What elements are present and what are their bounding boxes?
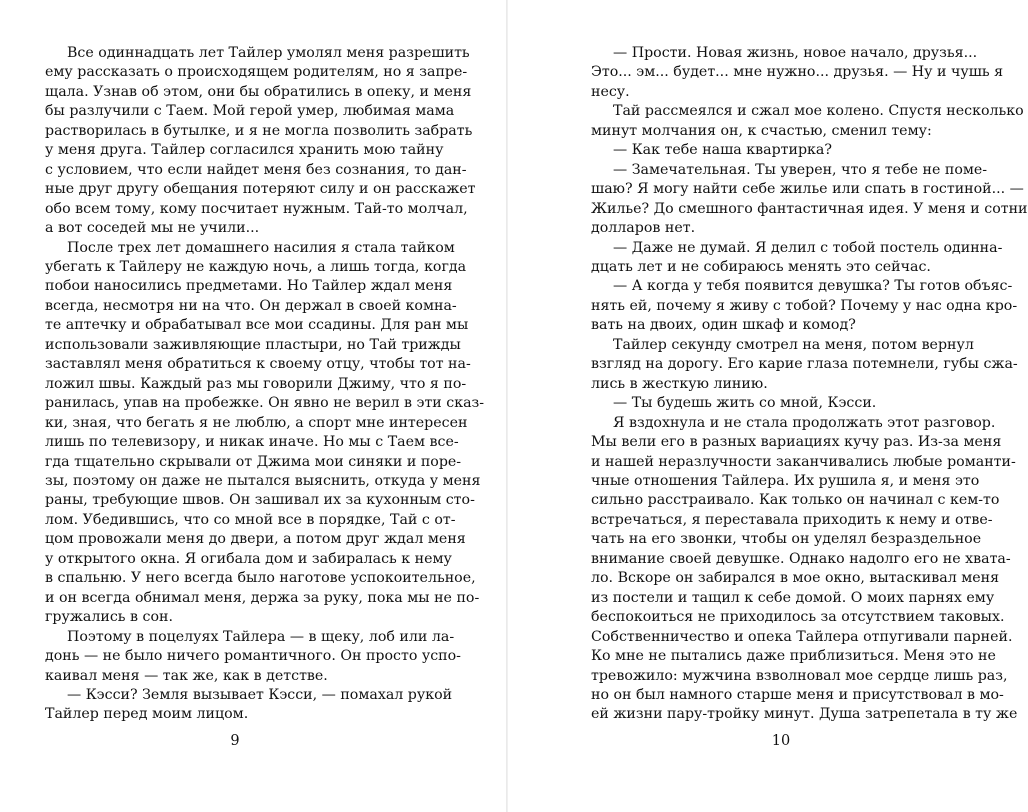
text-line: раны, требующие швов. Он зашивал их за кухонным сто- [45, 492, 475, 509]
text-line: ему рассказать о происходящем родителям, но я запре- [45, 64, 468, 81]
text-line: ло. Вскоре он забирался в мое окно, вытаскивал меня [591, 570, 1000, 587]
text-line: Мы вели его в разных вариациях кучу раз. Из-за меня [591, 434, 1002, 451]
text-line: гда тщательно скрывали от Джима мои синяки и поре- [45, 453, 462, 470]
text-line: Жилье? До смешного фантастичная идея. У меня и сотни [591, 200, 1028, 217]
text-line: Тайлер секунду смотрел на меня, потом вернул [613, 336, 974, 353]
text-line: из постели и тащил к себе домой. О моих парнях ему [591, 589, 995, 606]
text-line: зы, поэтому он даже не пытался выяснить, откуда у меня [45, 472, 481, 489]
text-line: внимание своей девушке. Однако надолго его не хвата- [591, 550, 1011, 567]
text-line: Тай рассмеялся и сжал мое колено. Спустя несколько [613, 103, 1024, 120]
text-line: взгляд на дорогу. Его карие глаза потемнели, губы сжа- [591, 356, 1018, 373]
text-line: но он был намного старше меня и присутствовал в мо- [591, 686, 1004, 703]
text-line: лись в жесткую линию. [591, 375, 768, 392]
left-page [0, 0, 507, 812]
text-line: Тайлер перед моим лицом. [45, 706, 249, 723]
text-line: у открытого окна. Я огибала дом и забиралась к нему [45, 550, 452, 567]
text-line: шаю? Я могу найти себе жилье или спать в гостиной... — [591, 181, 1024, 198]
text-line: заставлял меня обратиться к своему отцу, чтобы тот на- [45, 356, 471, 373]
text-line: лишь по телевизору, и никак иначе. Но мы с Таем все- [45, 434, 459, 451]
text-line: чать на его звонки, чтобы он уделял безраздельное [591, 531, 982, 548]
text-line: в спальню. У него всегда было наготове успокоительное, [45, 570, 476, 587]
text-line: щала. Узнав об этом, они бы обратились в опеку, и меня [45, 83, 472, 100]
text-line: вать на двоих, один шкаф и комод? [591, 317, 856, 334]
text-line: бы разлучили с Таем. Мой герой умер, любимая мама [45, 103, 455, 120]
text-line: растворилась в бутылке, и я не могла позволить забрать [45, 122, 473, 139]
left-page-number: 9 [230, 733, 240, 749]
text-line: каивал меня — так же, как в детстве. [45, 667, 328, 684]
text-line: цом провожали меня до двери, а потом друг ждал меня [45, 531, 466, 548]
text-line: нять ей, почему я живу с тобой? Почему у нас одна кро- [591, 297, 1018, 314]
text-line: всегда, несмотря ни на что. Он держал в своей комна- [45, 297, 457, 314]
text-line: беспокоиться не приходилось за отсутствием таковых. [591, 609, 1005, 626]
text-line: ей жизни пару-тройку минут. Душа затрепетала в ту же [591, 706, 1018, 723]
right-page [508, 0, 1028, 812]
text-line: донь — не было ничего романтичного. Он просто успо- [45, 648, 461, 665]
text-line: у меня друга. Тайлер согласился хранить мою тайну [45, 142, 444, 159]
text-line: гружались в сон. [45, 609, 173, 626]
text-line: Ко мне не пытались даже приблизиться. Меня это не [591, 648, 996, 665]
text-line: Я вздохнула и не стала продолжать этот разговор. [613, 414, 996, 431]
text-line: минут молчания он, к счастью, сменил тему: [591, 122, 932, 139]
right-page-text [591, 44, 1028, 725]
text-line: ложил швы. Каждый раз мы говорили Джиму, что я по- [45, 375, 467, 392]
text-line: чные отношения Тайлера. Их рушила я, и меня это [591, 472, 980, 489]
text-line: несу. [591, 83, 630, 100]
text-line: Собственничество и опека Тайлера отпугивали парней. [591, 628, 1013, 645]
right-page-number: 10 [771, 733, 791, 749]
text-line: — Даже не думай. Я делил с тобой постель одинна- [613, 239, 1003, 256]
text-line: Все одиннадцать лет Тайлер умолял меня разрешить [67, 45, 470, 61]
text-line: — Кэсси? Земля вызывает Кэсси, — помахал рукой [67, 686, 453, 703]
text-line: те аптечку и обрабатывал все мои ссадины. Для ран мы [45, 317, 469, 334]
text-line: — Ты будешь жить со мной, Кэсси. [613, 395, 877, 412]
text-line: — Как тебе наша квартирка? [613, 142, 832, 159]
text-line: дцать лет и не собираюсь менять это сейчас. [591, 258, 931, 275]
text-line: долларов нет. [591, 220, 696, 237]
text-line: встречаться, я переставала приходить к нему и отве- [591, 511, 993, 528]
text-line: и нашей неразлучности заканчивались любые романти- [591, 453, 1016, 470]
text-line: сильно расстраивало. Как только он начинал с кем-то [591, 492, 1000, 509]
text-line: ные друг другу обещания потеряют силу и он расскажет [45, 181, 476, 198]
text-line: — Замечательная. Ты уверен, что я тебе не поме- [613, 161, 988, 178]
text-line: побои наносились предметами. Но Тайлер ждал меня [45, 278, 453, 295]
text-line: — А когда у тебя появится девушка? Ты готов объяс- [613, 278, 1013, 295]
text-line: ранилась, упав на пробежке. Он явно не верил в эти сказ- [45, 395, 485, 412]
text-line: использовали заживляющие пластыри, но Тай трижды [45, 336, 461, 353]
text-line: лом. Убедившись, что со мной все в порядке, Тай с от- [45, 511, 456, 528]
text-line: и он всегда обнимал меня, держа за руку, пока мы не по- [45, 589, 480, 606]
text-line: тревожило: мужчина взволновал мое сердце лишь раз, [591, 667, 1008, 684]
text-line: обо всем тому, кому посчитает нужным. Тай-то молчал, [45, 200, 468, 217]
text-line: а вот соседей мы не учили... [45, 220, 260, 237]
text-line: с условием, что если найдет меня без сознания, то дан- [45, 161, 467, 178]
left-page-text [45, 44, 485, 725]
text-line: убегать к Тайлеру не каждую ночь, а лишь тогда, когда [45, 258, 467, 275]
text-line: Это... эм... будет... мне нужно... друзья. — Ну и чушь я [591, 64, 1004, 81]
text-line: — Прости. Новая жизнь, новое начало, друзья... [613, 45, 978, 61]
text-line: Поэтому в поцелуях Тайлера — в щеку, лоб или ла- [67, 628, 455, 645]
text-line: ки, зная, что бегать я не люблю, а спорт мне интересен [45, 414, 468, 431]
text-line: После трех лет домашнего насилия я стала тайком [67, 239, 455, 256]
